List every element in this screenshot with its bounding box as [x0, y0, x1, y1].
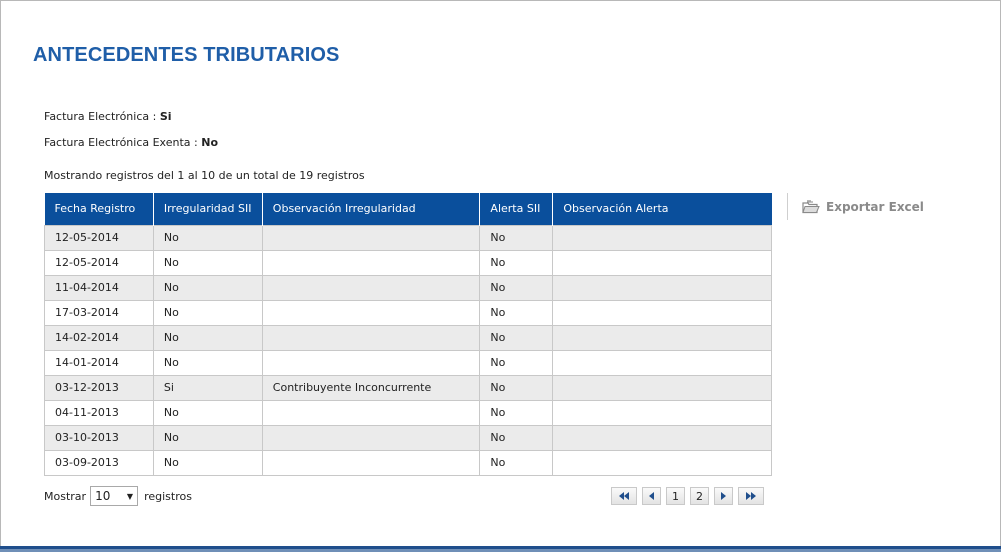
double-chevron-right-icon: [751, 492, 756, 500]
table-cell: [262, 400, 480, 425]
column-header[interactable]: Observación Irregularidad: [262, 193, 480, 225]
page-size-select[interactable]: [90, 486, 138, 506]
previous-page-button[interactable]: [642, 487, 661, 505]
table-cell: 17-03-2014: [45, 300, 154, 325]
column-header[interactable]: Observación Alerta: [553, 193, 772, 225]
column-header[interactable]: Alerta SII: [480, 193, 553, 225]
table-row: [45, 375, 772, 400]
table-cell: 03-09-2013: [45, 450, 154, 475]
table-cell: No: [480, 375, 553, 400]
table-cell: No: [480, 250, 553, 275]
table-cell: [262, 425, 480, 450]
next-page-button[interactable]: [714, 487, 733, 505]
table-cell: No: [480, 300, 553, 325]
table-cell: No: [153, 250, 262, 275]
table-cell: 03-10-2013: [45, 425, 154, 450]
table-row: [45, 450, 772, 475]
table-row: [45, 300, 772, 325]
factura-electronica: [44, 110, 172, 123]
table-cell: [553, 375, 772, 400]
table-cell: No: [153, 400, 262, 425]
table-cell: [262, 300, 480, 325]
export-excel-button[interactable]: [787, 193, 924, 220]
table-cell: No: [480, 225, 553, 250]
factura-electronica-value: Si: [159, 110, 172, 123]
table-cell: [553, 325, 772, 350]
table-row: [45, 425, 772, 450]
page-size-control: [44, 486, 192, 506]
table-cell: 04-11-2013: [45, 400, 154, 425]
table-cell: No: [480, 425, 553, 450]
records-info: Mostrando registros del 1 al 10 de un total de 19 registros: [44, 169, 365, 182]
table-row: [45, 350, 772, 375]
table-cell: [553, 275, 772, 300]
table-cell: No: [153, 225, 262, 250]
factura-exenta: [44, 136, 218, 149]
table-header-row: [45, 193, 772, 225]
table-cell: [553, 450, 772, 475]
table-cell: 11-04-2014: [45, 275, 154, 300]
column-header[interactable]: Fecha Registro: [45, 193, 154, 225]
table-cell: 12-05-2014: [45, 250, 154, 275]
table-cell: No: [153, 425, 262, 450]
table-cell: Contribuyente Inconcurrente: [262, 375, 480, 400]
table-cell: 14-02-2014: [45, 325, 154, 350]
table-cell: [553, 350, 772, 375]
table-cell: [262, 275, 480, 300]
table-cell: No: [480, 350, 553, 375]
table-row: [45, 225, 772, 250]
table-cell: [553, 300, 772, 325]
table-cell: [262, 450, 480, 475]
factura-exenta-label: Factura Electrónica Exenta :: [44, 136, 202, 149]
first-page-button[interactable]: [611, 487, 637, 505]
page-size-value: 10: [95, 489, 111, 503]
double-chevron-left-icon: [624, 492, 629, 500]
table-cell: 03-12-2013: [45, 375, 154, 400]
table-cell: [262, 250, 480, 275]
last-page-button[interactable]: [738, 487, 764, 505]
table-row: [45, 250, 772, 275]
table-row: [45, 275, 772, 300]
table-cell: No: [153, 350, 262, 375]
factura-electronica-label: Factura Electrónica :: [44, 110, 160, 123]
table-cell: [553, 250, 772, 275]
records-table: [44, 193, 772, 476]
table-row: [45, 400, 772, 425]
records-label: registros: [144, 489, 192, 503]
table-cell: 14-01-2014: [45, 350, 154, 375]
table-cell: Si: [153, 375, 262, 400]
chevron-left-icon: [649, 492, 654, 500]
show-label: Mostrar: [44, 489, 87, 503]
table-cell: No: [480, 450, 553, 475]
chevron-down-icon: ▼: [126, 491, 134, 501]
table-cell: [262, 325, 480, 350]
table-cell: [553, 400, 772, 425]
table-cell: No: [153, 275, 262, 300]
table-cell: [553, 425, 772, 450]
table-cell: [262, 225, 480, 250]
table-cell: No: [480, 275, 553, 300]
chevron-right-icon: [721, 492, 726, 500]
folder-icon: [802, 200, 820, 214]
page-number-button[interactable]: 2: [690, 487, 709, 505]
table-cell: 12-05-2014: [45, 225, 154, 250]
table-cell: No: [480, 325, 553, 350]
factura-exenta-value: No: [201, 136, 218, 149]
table-cell: No: [153, 450, 262, 475]
page-title: ANTECEDENTES TRIBUTARIOS: [33, 44, 340, 66]
column-header[interactable]: Irregularidad SII: [153, 193, 262, 225]
table-row: [45, 325, 772, 350]
pagination: [611, 487, 764, 505]
page-number-button[interactable]: 1: [666, 487, 685, 505]
table-cell: [553, 225, 772, 250]
table-cell: [262, 350, 480, 375]
table-cell: No: [153, 325, 262, 350]
table-cell: No: [153, 300, 262, 325]
table-cell: No: [480, 400, 553, 425]
export-excel-label: Exportar Excel: [826, 199, 924, 214]
